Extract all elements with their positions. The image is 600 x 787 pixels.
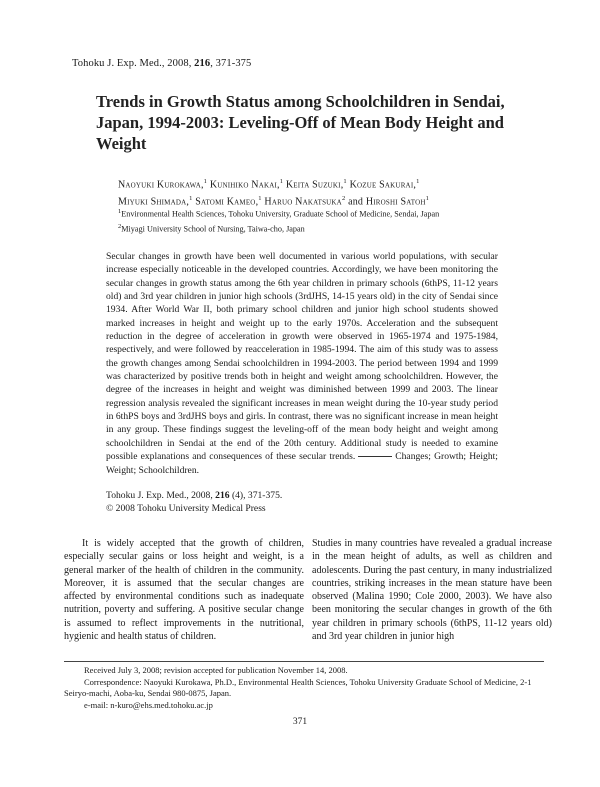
copyright-notice: © 2008 Tohoku University Medical Press — [106, 503, 266, 515]
email-note: e-mail: n-kuro@ehs.med.tohoku.ac.jp — [84, 699, 213, 710]
running-head — [72, 58, 251, 69]
correspondence-note: Correspondence: Naoyuki Kurokawa, Ph.D., Environmental Health Sciences, Tohoku University Graduate School of Medicine, 2-1 Seiryo-machi, Aoba-ku, Sendai 980-0875, Japan. — [64, 676, 532, 698]
keyword-separator-rule — [358, 456, 392, 457]
journal-year: 2008, — [167, 58, 192, 69]
affiliation-marker: 1 — [203, 178, 208, 185]
footnotes — [64, 665, 544, 711]
body-column-left — [64, 537, 304, 643]
affiliation-marker: 2 — [341, 195, 346, 203]
body-paragraph: It is widely accepted that the growth of children, especially secular gains or loss height and weight, is a general marker of the health of children in the community. Moreover, it is assumed that the secular changes are affected by environmental conditions such as inadequate nutrition, poverty and suffering. A positive secular change is assumed to reflect improvements in the nutritional, hygienic and health status of children. — [64, 538, 304, 643]
author-conjunction: and — [348, 196, 364, 208]
author: Haruo Nakatsuka — [264, 196, 342, 208]
affiliation-marker: 1 — [343, 178, 347, 185]
citation-line — [106, 489, 282, 502]
author: Kunihiko Nakai — [209, 179, 278, 191]
affiliation-number: 2 — [118, 222, 122, 230]
affiliation-number: 1 — [118, 208, 122, 215]
author: Satomi Kameo — [195, 196, 256, 208]
citation-journal: Tohoku J. Exp. Med., 2008, — [106, 490, 213, 501]
journal-name: Tohoku J. Exp. Med., — [72, 58, 165, 69]
affiliation-marker: 1 — [189, 195, 193, 203]
abstract-text: Secular changes in growth have been well documented in various world populations, with secular increase especially noticeable in the developed countries. Accordingly, we have been monitoring the secular changes in growth status among the 6th year children in primary schools (6thPS, 11-12 years old) and 3rd year children in junior high schools (3rdJHS, 14-15 years old) in the city of Sendai since 1934. After World War II, both primary school children and junior high school students showed marked increases in height and weight up to the early 1970s. Acceleration and the subsequent reduction in the degree of acceleration in growth were observed in 1965-1974 and 1975-1984, respectively, and were followed by reacceleration in 1985-1994. The aim of this study was to assess the growth changes among Sendai schoolchildren in 1994-2003. The period between 1994 and 1999 was characterized by positive trends both in height and weight among schoolchildren. However, the degree of the increases in height and weight was diminished between 1999 and 2003. The linear regression analysis revealed the significant increases in mean weight during the 10-year study period in 6thPS boys and 3rdJHS boys and girls. In contrast, there was no significant increase in mean height in any group. These findings suggest the leveling-off of the mean body height and weight among schoolchildren in Sendai at the end of the 20th century. Additional study is needed to examine possible explanations and consequences of these secular trends. — [106, 251, 498, 463]
received-date-note: Received July 3, 2008; revision accepted for publication November 14, 2008. — [84, 665, 348, 675]
page-number: 371 — [292, 717, 308, 727]
citation-block — [106, 489, 282, 516]
author: Miyuki Shimada — [118, 196, 187, 208]
body-column-right — [312, 537, 552, 643]
affiliation-text: Environmental Health Sciences, Tohoku University, Graduate School of Medicine, Sendai, Japan — [121, 209, 440, 219]
author: Hiroshi Satoh — [365, 196, 426, 208]
keywords: Changes; Growth; Height; Weight; Schoolchildren. — [106, 451, 498, 476]
journal-volume: 216 — [194, 58, 211, 69]
affiliation-marker: 1 — [279, 178, 284, 185]
affiliation-marker: 1 — [425, 195, 430, 203]
affiliations — [118, 206, 518, 235]
footnote-divider — [64, 661, 544, 662]
affiliation-marker: 1 — [416, 178, 420, 185]
citation-issue-pages: (4), 371-375. — [231, 490, 283, 501]
article-title: Trends in Growth Status among Schoolchildren in Sendai, Japan, 1994-2003: Leveling-Off of Mean Body Height and Weight — [96, 92, 505, 153]
affiliation — [118, 206, 518, 221]
citation-volume: 216 — [215, 490, 230, 501]
author: Naoyuki Kurokawa — [118, 179, 201, 191]
affiliation-marker: 1 — [258, 195, 262, 203]
journal-pages: , 371-375 — [210, 58, 252, 69]
body-paragraph: Studies in many countries have revealed a gradual increase in the mean height of adults, as well as children and adolescents. During the past century, in many industrialized countries, striking increases in the mean stature have been observed (Malina 1990; Cole 2000, 2003). We have also been monitoring the secular changes in growth of the 6th year children in primary schools (6thPS, 11-12 years old) and 3rd year children in junior high — [312, 538, 552, 643]
author: Kozue Sakurai — [349, 179, 414, 191]
affiliation — [118, 221, 518, 236]
author: Keita Suzuki — [285, 179, 341, 191]
abstract — [106, 250, 498, 477]
author-list: Naoyuki Kurokawa,$^1$ Kunihiko Nakai,$^1$ Keita Suzuki,$^1$ Kozue Sakurai,$^1$ Miyuki Shimada,$^1$ Satomi Kameo,$^1$ Haruo Nakatsuka$^2$ and Hiroshi Satoh$^1$ — [118, 178, 430, 208]
affiliation-text: Miyagi University School of Nursing, Taiwa-cho, Japan — [121, 224, 305, 234]
